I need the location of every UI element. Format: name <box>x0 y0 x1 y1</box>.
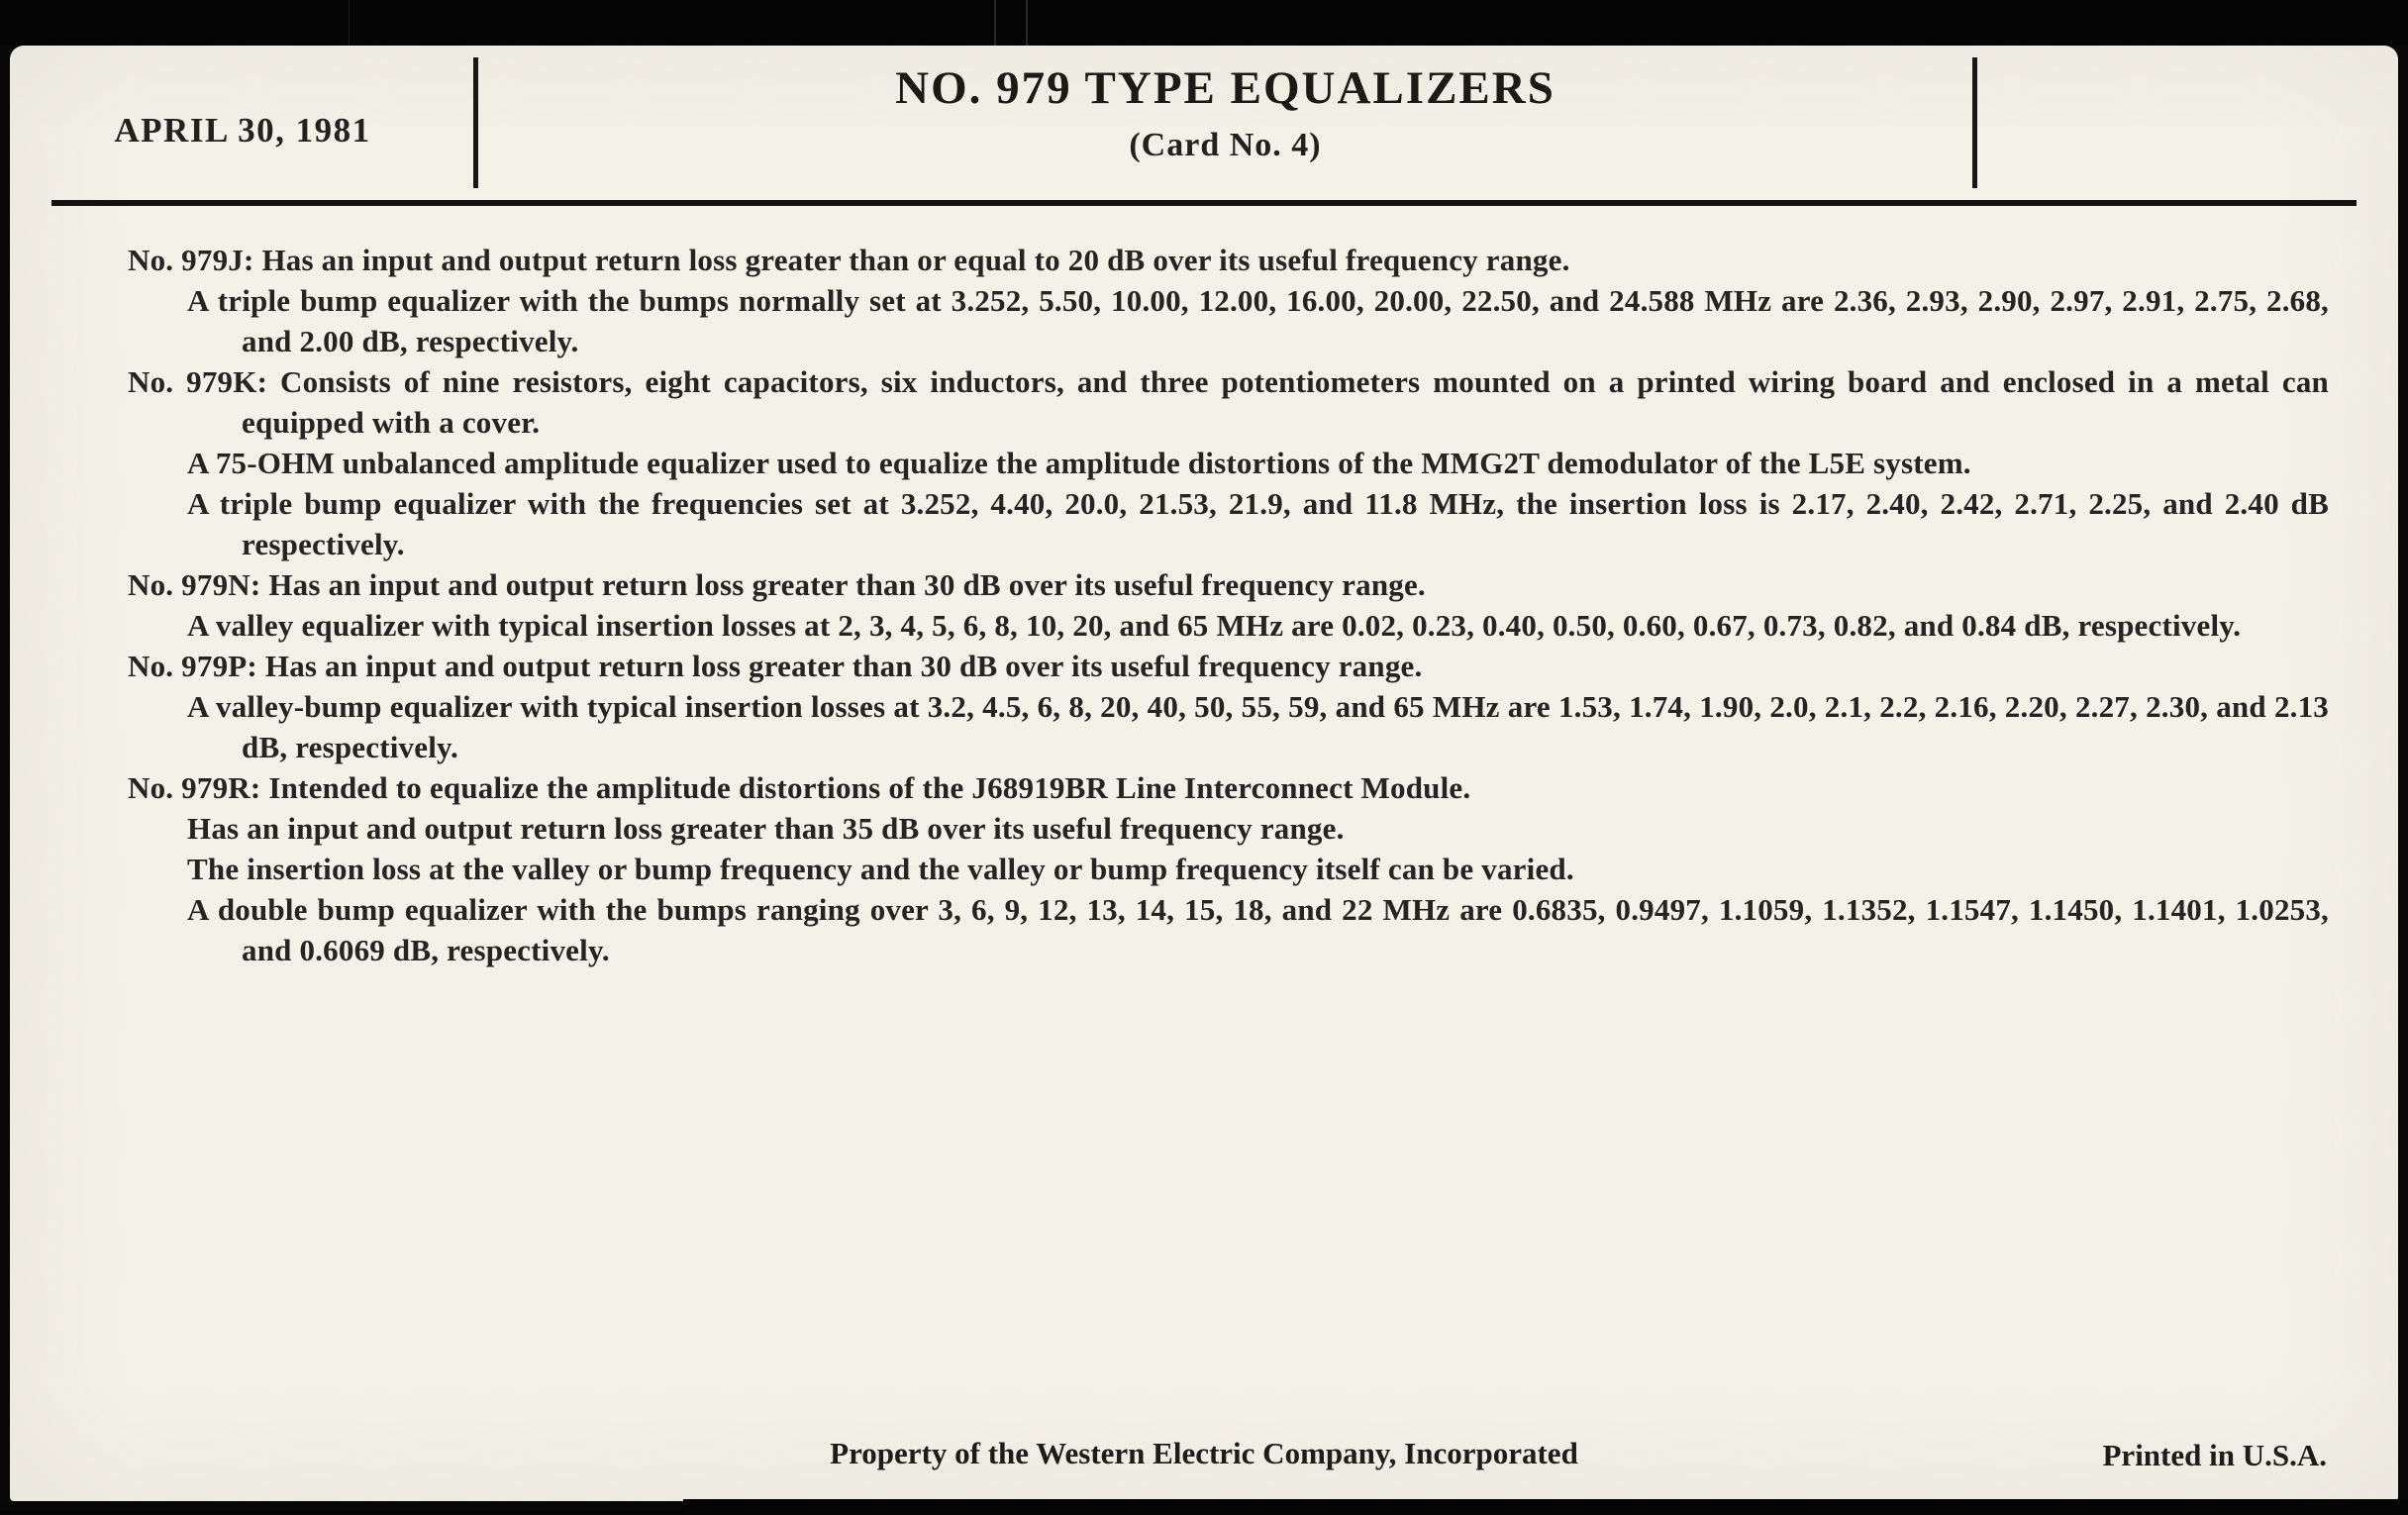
equalizer-entry: No. 979J: Has an input and output return loss greater than or equal to 20 dB over its useful frequency range. <box>128 243 1570 277</box>
entries-container <box>10 206 2398 970</box>
card-header <box>10 46 2398 206</box>
scan-scratch-mark <box>994 0 996 46</box>
title-block <box>478 61 1972 164</box>
scan-scratch-mark <box>349 0 350 46</box>
equalizer-entry: A triple bump equalizer with the bumps normally set at 3.252, 5.50, 10.00, 12.00, 16.00, 20.00, 22.50, and 24.588 MHz are 2.36, 2.93, 2.90, 2.97, 2.91, 2.75, 2.68, and 2.00 dB, respectively. <box>187 283 2329 358</box>
footer-property-notice: Property of the Western Electric Company, Incorporated <box>830 1436 1578 1470</box>
equalizer-entry: Has an input and output return loss greater than 35 dB over its useful frequency range. <box>187 811 1345 846</box>
card-number: (Card No. 4) <box>1129 127 1322 163</box>
scan-artifact-top <box>0 0 2408 46</box>
equalizer-entry: No. 979K: Consists of nine resistors, eight capacitors, six inductors, and three potentiometers mounted on a printed wiring board and enclosed in a metal can equipped with a cover. <box>128 364 2329 440</box>
equalizer-entry: A 75-OHM unbalanced amplitude equalizer used to equalize the amplitude distortions of the MMG2T demodulator of the L5E system. <box>187 446 1971 480</box>
scan-artifact-bottom-edge <box>0 1511 2408 1515</box>
footer-printed-in: Printed in U.S.A. <box>2102 1438 2327 1472</box>
header-rule <box>51 200 2357 206</box>
card-date: APRIL 30, 1981 <box>114 111 371 150</box>
equalizer-entry: A triple bump equalizer with the frequencies set at 3.252, 4.40, 20.0, 21.53, 21.9, and 11.8 MHz, the insertion loss is 2.17, 2.40, 2.42, 2.71, 2.25, and 2.40 dB respectively. <box>187 486 2329 561</box>
equalizer-entry: A valley equalizer with typical insertion losses at 2, 3, 4, 5, 6, 8, 10, 20, and 65 MHz are 0.02, 0.23, 0.40, 0.50, 0.60, 0.67, 0.73, 0.82, and 0.84 dB, respectively. <box>187 608 2242 643</box>
equalizer-entry: A double bump equalizer with the bumps ranging over 3, 6, 9, 12, 13, 14, 15, 18, and 22 MHz are 0.6835, 0.9497, 1.1059, 1.1352, 1.1547, 1.1450, 1.1401, 1.0253, and 0.6069 dB, respectively. <box>187 892 2329 967</box>
equalizer-entry: The insertion loss at the valley or bump frequency and the valley or bump frequency itself can be varied. <box>187 852 1574 886</box>
header-divider-right <box>1972 57 1977 188</box>
scan-scratch-mark <box>1026 0 1028 46</box>
equalizer-entry: No. 979P: Has an input and output return loss greater than 30 dB over its useful frequency range. <box>128 649 1423 683</box>
card-footer <box>10 1436 2398 1477</box>
equalizer-entry: A valley-bump equalizer with typical insertion losses at 3.2, 4.5, 6, 8, 20, 40, 50, 55, 59, and 65 MHz are 1.53, 1.74, 1.90, 2.0, 2.1, 2.2, 2.16, 2.20, 2.27, 2.30, and 2.13 dB, respectively. <box>187 689 2329 764</box>
equalizer-entry: No. 979N: Has an input and output return loss greater than 30 dB over its useful frequency range. <box>128 567 1426 602</box>
equalizer-card <box>10 46 2398 1501</box>
page-title: NO. 979 TYPE EQUALIZERS <box>895 62 1555 114</box>
equalizer-entry: No. 979R: Intended to equalize the amplitude distortions of the J68919BR Line Interconnect Module. <box>128 770 1471 805</box>
